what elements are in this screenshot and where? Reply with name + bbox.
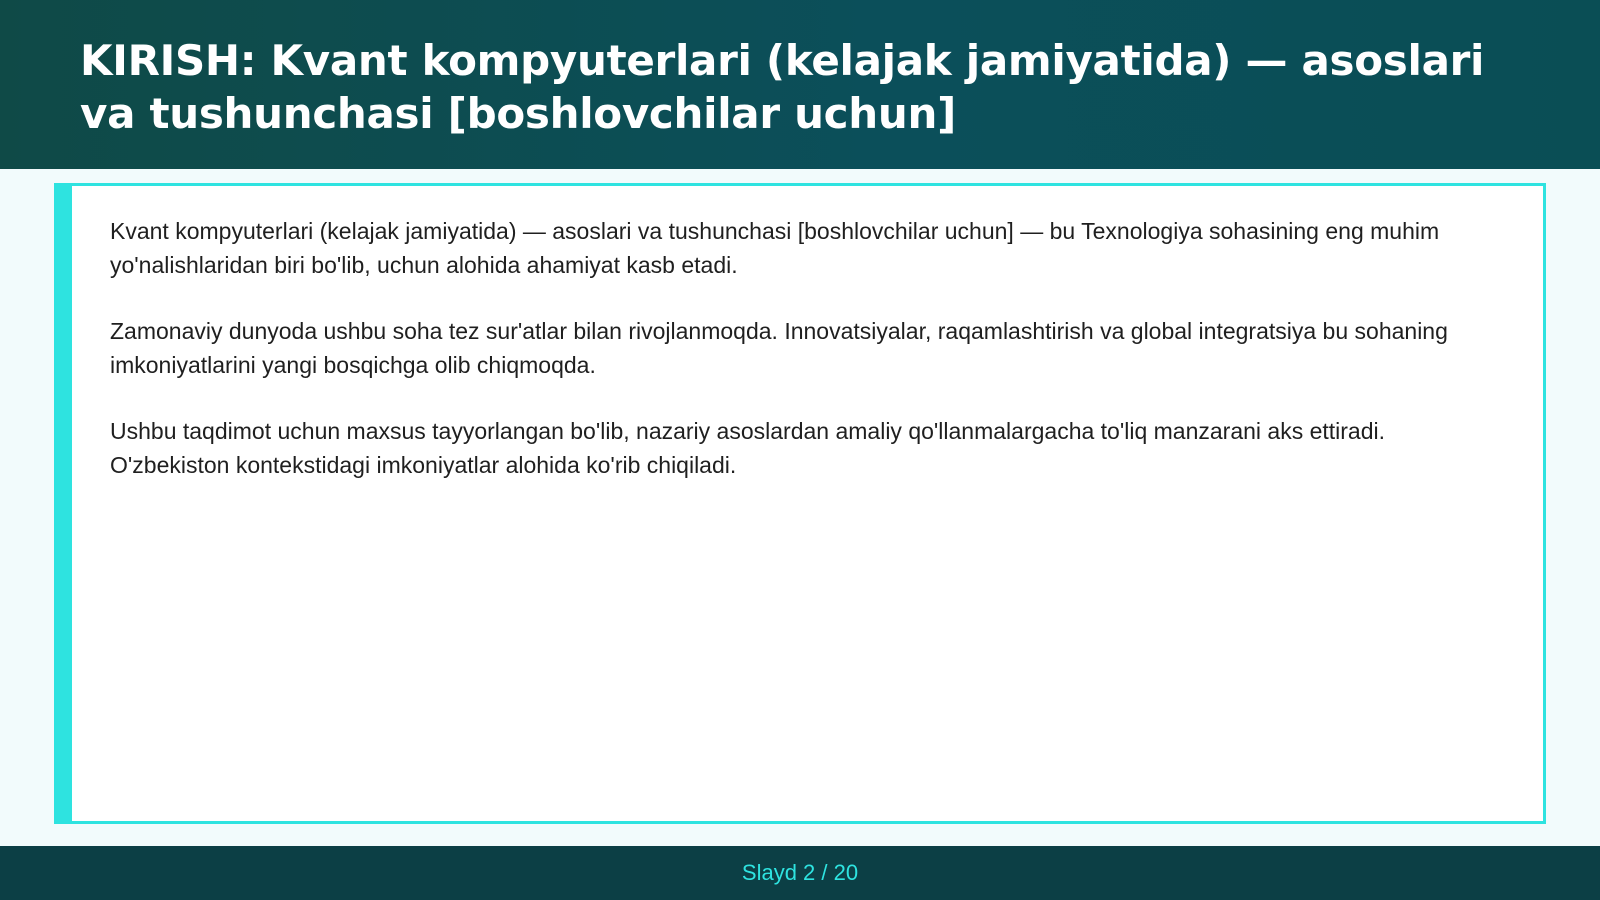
slide-title: KIRISH: Kvant kompyuterlari (kelajak jamiyatida) — asoslari va tushunchasi [boshlovchilar uchun] [80,36,1485,138]
slide-counter: Slayd 2 / 20 [741,860,859,885]
content-card [54,183,1546,824]
slide-footer [0,846,1600,900]
paragraph-modern-world: Zamonaviy dunyoda ushbu soha tez sur'atlar bilan rivojlanmoqda. Innovatsiyalar, raqamlashtirish va global integratsiya bu sohaning imkoniyatlarini yangi bosqichga olib chiqmoqda. [110,318,1448,378]
paragraph-presentation-purpose: Ushbu taqdimot uchun maxsus tayyorlangan bo'lib, nazariy asoslardan amaliy qo'llanmalargacha to'liq manzarani aks ettiradi. O'zbekiston kontekstidagi imkoniyatlar alohida ko'rib chiqiladi. [110,418,1386,478]
content-body [110,214,1510,514]
slide-header [0,0,1600,169]
paragraph-intro: Kvant kompyuterlari (kelajak jamiyatida) — asoslari va tushunchasi [boshlovchilar uchun] — bu Texnologiya sohasining eng muhim yo'nalishlaridan biri bo'lib, uchun alohida ahamiyat kasb etadi. [110,218,1440,278]
